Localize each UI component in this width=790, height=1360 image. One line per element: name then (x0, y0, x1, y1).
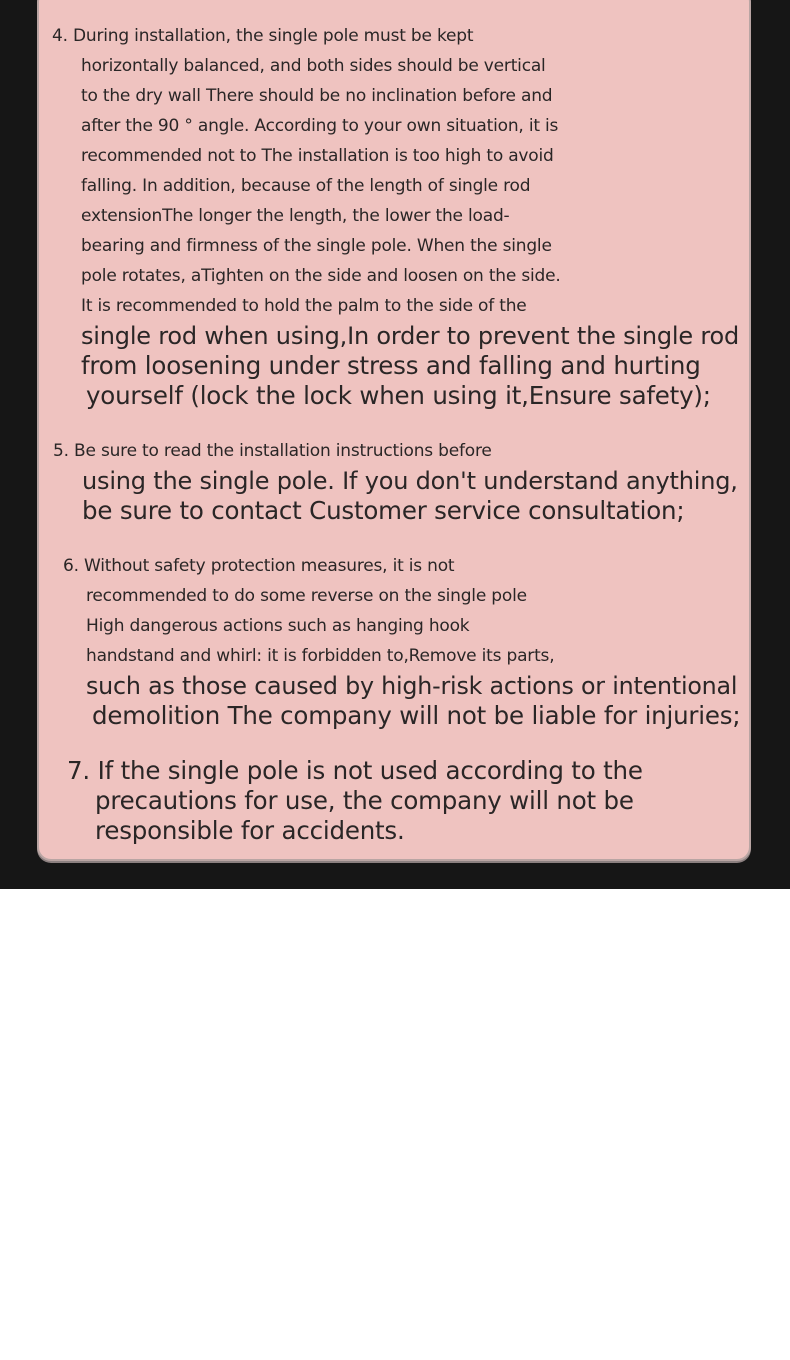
precaution-item-5 (53, 436, 738, 526)
text-line: horizontally balanced, and both sides should be vertical (81, 56, 546, 76)
text-line: pole rotates, aTighten on the side and loosen on the side. (81, 266, 561, 286)
precaution-item-7 (67, 756, 643, 846)
text-line: after the 90 ° angle. According to your own situation, it is (81, 116, 559, 136)
text-line: to the dry wall There should be no inclination before and (81, 86, 553, 106)
text-line: 7. If the single pole is not used according to the (67, 756, 643, 785)
text-line: recommended to do some reverse on the single pole (86, 586, 527, 606)
text-line: using the single pole. If you don't understand anything, (82, 467, 738, 495)
precaution-item-6 (63, 551, 740, 731)
text-line: such as those caused by high-risk actions or intentional (86, 672, 738, 700)
text-line: High dangerous actions such as hanging hook (86, 616, 470, 636)
text-line: recommended not to The installation is too high to avoid (81, 146, 554, 166)
text-line: single rod when using,In order to prevent the single rod (81, 322, 740, 350)
text-line: 4. During installation, the single pole must be kept (52, 26, 474, 46)
text-line: It is recommended to hold the palm to the side of the (81, 296, 527, 316)
text-line: precautions for use, the company will not be (95, 786, 634, 815)
text-line: responsible for accidents. (95, 816, 405, 845)
text-line: yourself (lock the lock when using it,Ensure safety); (86, 381, 711, 410)
text-line: from loosening under stress and falling and hurting (81, 351, 701, 380)
text-line: falling. In addition, because of the length of single rod (81, 176, 531, 196)
blank-area (0, 889, 790, 1360)
text-line: be sure to contact Customer service consultation; (82, 496, 685, 525)
text-line: bearing and firmness of the single pole. When the single (81, 236, 552, 256)
text-line: extensionThe longer the length, the lower the load- (81, 206, 510, 226)
text-line: handstand and whirl: it is forbidden to,Remove its parts, (86, 646, 555, 666)
precaution-item-4 (52, 21, 739, 411)
text-line: 5. Be sure to read the installation instructions before (53, 441, 492, 461)
text-line: demolition The company will not be liable for injuries; (92, 701, 741, 730)
text-line: 6. Without safety protection measures, it is not (63, 556, 455, 576)
precautions-card (37, 0, 751, 861)
